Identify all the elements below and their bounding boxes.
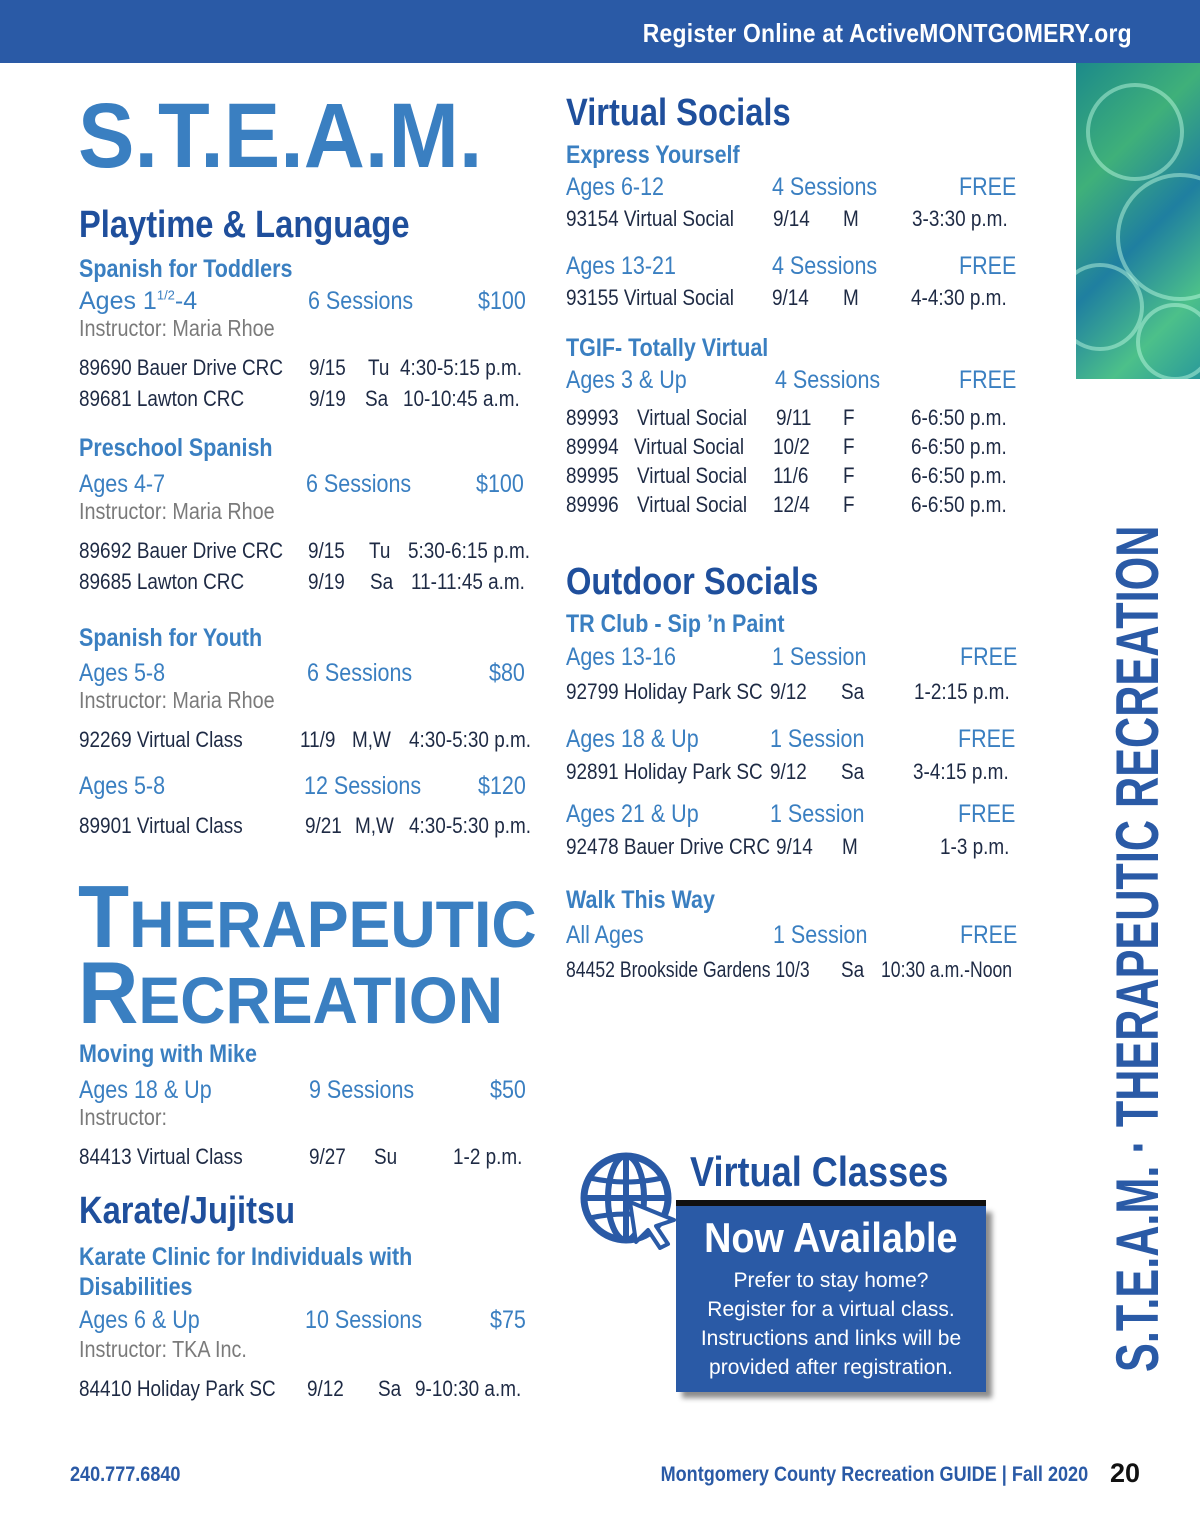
side-section-title: S.T.E.A.M. · THERAPEUTIC RECREATION — [1104, 525, 1171, 1372]
virtual-classes-title: Virtual Classes — [690, 1148, 949, 1195]
ages: Ages 21 & Up — [566, 800, 699, 828]
ages: All Ages — [566, 921, 644, 949]
sessions: 12 Sessions — [304, 772, 422, 800]
now-available-heading: Now Available — [704, 1214, 958, 1261]
ages: Ages 13-16 — [566, 643, 676, 671]
sessions: 6 Sessions — [308, 287, 414, 315]
class-tgif: TGIF- Totally Virtual — [566, 334, 769, 362]
price: $120 — [478, 772, 526, 800]
promo-line: Prefer to stay home? — [733, 1269, 929, 1292]
class-express-yourself: Express Yourself — [566, 141, 740, 169]
price: FREE — [958, 725, 1016, 753]
section-playtime-language: Playtime & Language — [79, 204, 410, 246]
price: $100 — [478, 287, 526, 315]
price: $75 — [490, 1306, 526, 1334]
steam-title: S.T.E.A.M. — [78, 85, 483, 187]
sessions: 1 Session — [770, 800, 865, 828]
sessions: 9 Sessions — [309, 1076, 415, 1104]
section-virtual-socials: Virtual Socials — [566, 92, 791, 134]
sessions: 1 Session — [773, 921, 868, 949]
virtual-classes-box[interactable] — [676, 1206, 986, 1392]
promo-line: provided after registration. — [709, 1356, 953, 1379]
instructor: Instructor: Maria Rhoe — [79, 315, 275, 341]
instructor: Instructor: Maria Rhoe — [79, 687, 275, 713]
register-link[interactable]: Register Online at ActiveMONTGOMERY.org — [642, 18, 1132, 48]
section-karate-jujitsu: Karate/Jujitsu — [79, 1190, 296, 1232]
section-outdoor-socials: Outdoor Socials — [566, 561, 819, 603]
footer-guide-title: Montgomery County Recreation GUIDE | Fall 2020 — [660, 1463, 1088, 1486]
page-number: 20 — [1110, 1458, 1141, 1488]
class-spanish-toddlers: Spanish for Toddlers — [79, 255, 293, 283]
price: FREE — [960, 643, 1018, 671]
instructor: Instructor: — [79, 1104, 167, 1130]
ages: Ages 18 & Up — [566, 725, 699, 753]
ages: Ages 18 & Up — [79, 1076, 212, 1104]
sessions: 6 Sessions — [306, 470, 412, 498]
ages: Ages $1^{1/2}-4$ — [79, 287, 198, 315]
class-moving-with-mike: Moving with Mike — [79, 1040, 257, 1068]
header-bar — [0, 0, 1200, 63]
footer-phone[interactable]: 240.777.6840 — [70, 1463, 181, 1486]
tr-title-line1: THERAPEUTIC — [78, 867, 537, 966]
sessions: 4 Sessions — [775, 366, 881, 394]
sessions: 1 Session — [770, 725, 865, 753]
promo-line: Instructions and links will be — [700, 1327, 962, 1350]
class-karate-clinic: Karate Clinic for Individuals with Disabilities — [79, 1243, 413, 1301]
class-spanish-youth: Spanish for Youth — [79, 624, 263, 652]
ages: Ages 3 & Up — [566, 366, 687, 394]
tr-title-line2: RECREATION — [78, 943, 503, 1042]
class-preschool-spanish: Preschool Spanish — [79, 434, 273, 462]
decorative-art — [1076, 63, 1200, 379]
price: FREE — [959, 366, 1017, 394]
price: FREE — [960, 921, 1018, 949]
ages: Ages 13-21 — [566, 252, 676, 280]
sessions: 10 Sessions — [305, 1306, 423, 1334]
ages: Ages 6-12 — [566, 173, 665, 201]
promo-line: Register for a virtual class. — [707, 1298, 955, 1321]
price: $100 — [476, 470, 524, 498]
class-sip-n-paint: TR Club - Sip ’n Paint — [566, 610, 785, 638]
ages: Ages 5-8 — [79, 659, 166, 687]
price: $50 — [490, 1076, 526, 1104]
sessions: 1 Session — [772, 643, 867, 671]
sessions: 6 Sessions — [307, 659, 413, 687]
price: FREE — [959, 252, 1017, 280]
ages: Ages 6 & Up — [79, 1306, 200, 1334]
globe-cursor-icon — [578, 1150, 678, 1250]
class-walk-this-way: Walk This Way — [566, 886, 715, 914]
sessions: 4 Sessions — [772, 252, 878, 280]
price: FREE — [959, 173, 1017, 201]
ages: Ages 4-7 — [79, 470, 166, 498]
price: FREE — [958, 800, 1016, 828]
ages: Ages 5-8 — [79, 772, 166, 800]
price: $80 — [489, 659, 525, 687]
instructor: Instructor: TKA Inc. — [79, 1336, 247, 1362]
instructor: Instructor: Maria Rhoe — [79, 498, 275, 524]
sessions: 4 Sessions — [772, 173, 878, 201]
